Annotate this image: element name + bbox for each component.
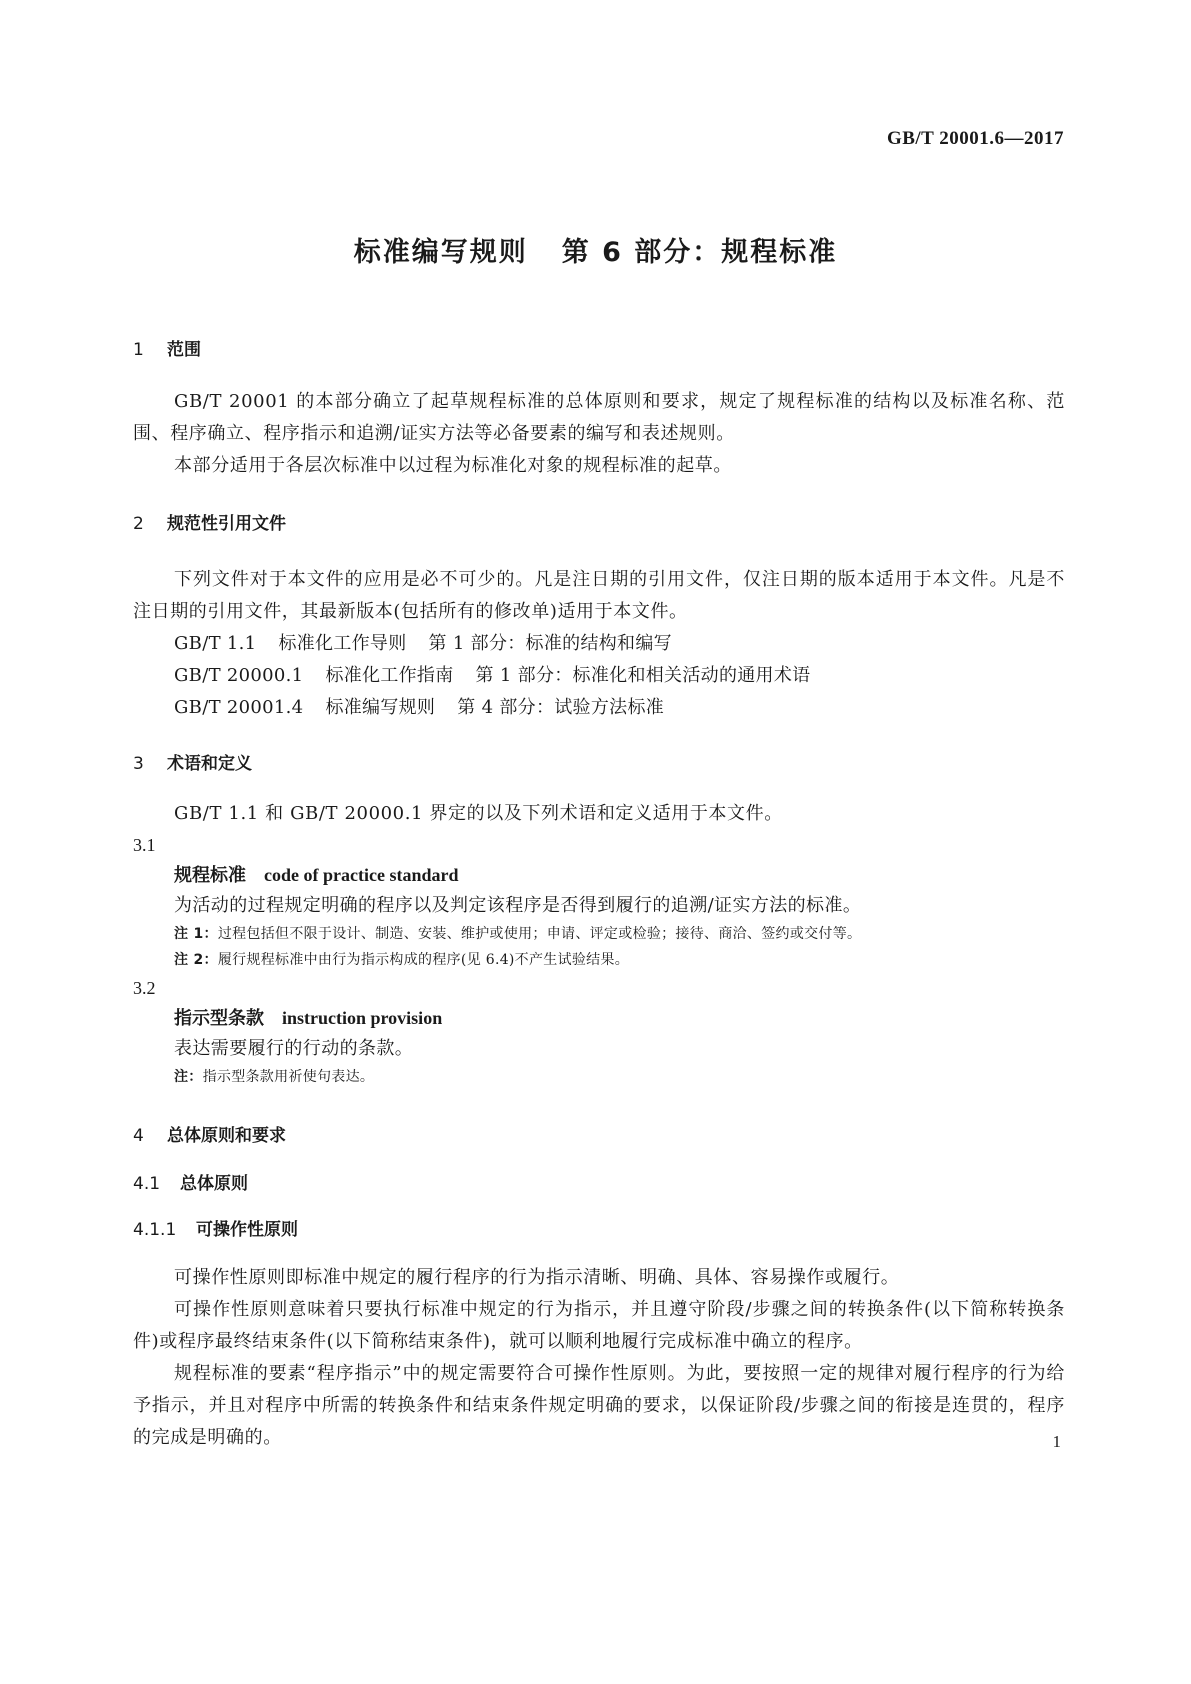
reference-item xyxy=(133,692,1065,724)
term-definition: 表达需要履行的行动的条款。 xyxy=(174,1038,414,1059)
note-text: 指示型条款用祈使句表达。 xyxy=(202,1069,375,1085)
page-number: 1 xyxy=(1052,1432,1061,1451)
subsection-4-1-1-heading xyxy=(133,1218,1065,1242)
section-number: 1 xyxy=(133,340,144,360)
term-heading xyxy=(133,1003,1065,1034)
reference-title: 标准编写规则 xyxy=(325,697,436,718)
subsection-number: 4.1 xyxy=(133,1174,161,1194)
subsection-4-1-heading xyxy=(133,1172,1065,1196)
term-note xyxy=(133,947,1065,973)
term-name-en: code of practice standard xyxy=(264,865,459,885)
reference-part: 第 1 部分：标准化和相关活动的通用术语 xyxy=(475,665,811,686)
note-text: 过程包括但不限于设计、制造、安装、维护或使用；申请、评定或检验；接待、商洽、签约或交付等。 xyxy=(217,926,862,942)
term-number: 3.1 xyxy=(133,835,156,855)
section-title: 总体原则和要求 xyxy=(167,1126,286,1146)
section-2-heading xyxy=(133,512,1065,536)
term-note xyxy=(133,921,1065,947)
title-part: 第 6 部分：规程标准 xyxy=(561,237,838,268)
section-title: 规范性引用文件 xyxy=(167,514,286,534)
note-label: 注： xyxy=(174,1069,203,1085)
term-name-zh: 指示型条款 xyxy=(174,1008,264,1029)
section-3-heading xyxy=(133,752,1065,776)
term-name-zh: 规程标准 xyxy=(174,865,246,886)
term-heading xyxy=(133,860,1065,891)
reference-code: GB/T 1.1 xyxy=(174,633,257,654)
subsection-4-1-1-paragraph-3: 规程标准的要素“程序指示”中的规定需要符合可操作性原则。为此，要按照一定的规律对履行程序的行为给予指示，并且对程序中所需的转换条件和结束条件规定明确的要求，以保证阶段/步骤之间的衔接是连贯的，程序的完成是明确的。 xyxy=(133,1363,1065,1448)
section-3-paragraph-1: GB/T 1.1 和 GB/T 20000.1 界定的以及下列术语和定义适用于本文件。 xyxy=(174,803,783,824)
section-title: 术语和定义 xyxy=(167,754,252,774)
reference-title: 标准化工作导则 xyxy=(278,633,407,654)
term-number: 3.2 xyxy=(133,978,156,998)
subsection-4-1-1-paragraph-1: 可操作性原则即标准中规定的履行程序的行为指示清晰、明确、具体、容易操作或履行。 xyxy=(174,1267,900,1288)
reference-code: GB/T 20001.4 xyxy=(174,697,304,718)
term-note xyxy=(133,1064,1065,1090)
reference-code: GB/T 20000.1 xyxy=(174,665,304,686)
term-definition: 为活动的过程规定明确的程序以及判定该程序是否得到履行的追溯/证实方法的标准。 xyxy=(174,895,862,916)
section-4-heading xyxy=(133,1124,1065,1148)
note-label: 注 2： xyxy=(174,952,218,968)
section-title: 范围 xyxy=(167,340,201,360)
note-text: 履行规程标准中由行为指示构成的程序(见 6.4)不产生试验结果。 xyxy=(217,952,630,968)
note-label: 注 1： xyxy=(174,926,218,942)
subsection-title: 总体原则 xyxy=(180,1174,248,1194)
reference-part: 第 4 部分：试验方法标准 xyxy=(457,697,665,718)
reference-item xyxy=(133,660,1065,692)
reference-part: 第 1 部分：标准的结构和编写 xyxy=(428,633,672,654)
section-1-heading xyxy=(133,338,1065,362)
document-body xyxy=(133,338,1065,1454)
section-1-paragraph-2: 本部分适用于各层次标准中以过程为标准化对象的规程标准的起草。 xyxy=(174,455,732,476)
term-name-en: instruction provision xyxy=(282,1008,443,1028)
subsection-title: 可操作性原则 xyxy=(196,1220,298,1240)
reference-item xyxy=(133,628,1065,660)
section-number: 3 xyxy=(133,754,144,774)
section-number: 2 xyxy=(133,514,144,534)
subsection-number: 4.1.1 xyxy=(133,1220,177,1240)
section-2-paragraph-1: 下列文件对于本文件的应用是必不可少的。凡是注日期的引用文件，仅注日期的版本适用于本文件。凡是不注日期的引用文件，其最新版本(包括所有的修改单)适用于本文件。 xyxy=(133,569,1065,622)
section-number: 4 xyxy=(133,1126,144,1146)
subsection-4-1-1-paragraph-2: 可操作性原则意味着只要执行标准中规定的行为指示，并且遵守阶段/步骤之间的转换条件(以下简称转换条件)或程序最终结束条件(以下简称结束条件)，就可以顺利地履行完成标准中确立的程序。 xyxy=(133,1299,1065,1352)
standard-number: GB/T 20001.6—2017 xyxy=(886,128,1064,149)
reference-title: 标准化工作指南 xyxy=(325,665,454,686)
section-1-paragraph-1: GB/T 20001 的本部分确立了起草规程标准的总体原则和要求，规定了规程标准的结构以及标准名称、范围、程序确立、程序指示和追溯/证实方法等必备要素的编写和表述规则。 xyxy=(133,391,1065,444)
document-title xyxy=(0,230,1191,269)
title-main: 标准编写规则 xyxy=(353,237,528,268)
